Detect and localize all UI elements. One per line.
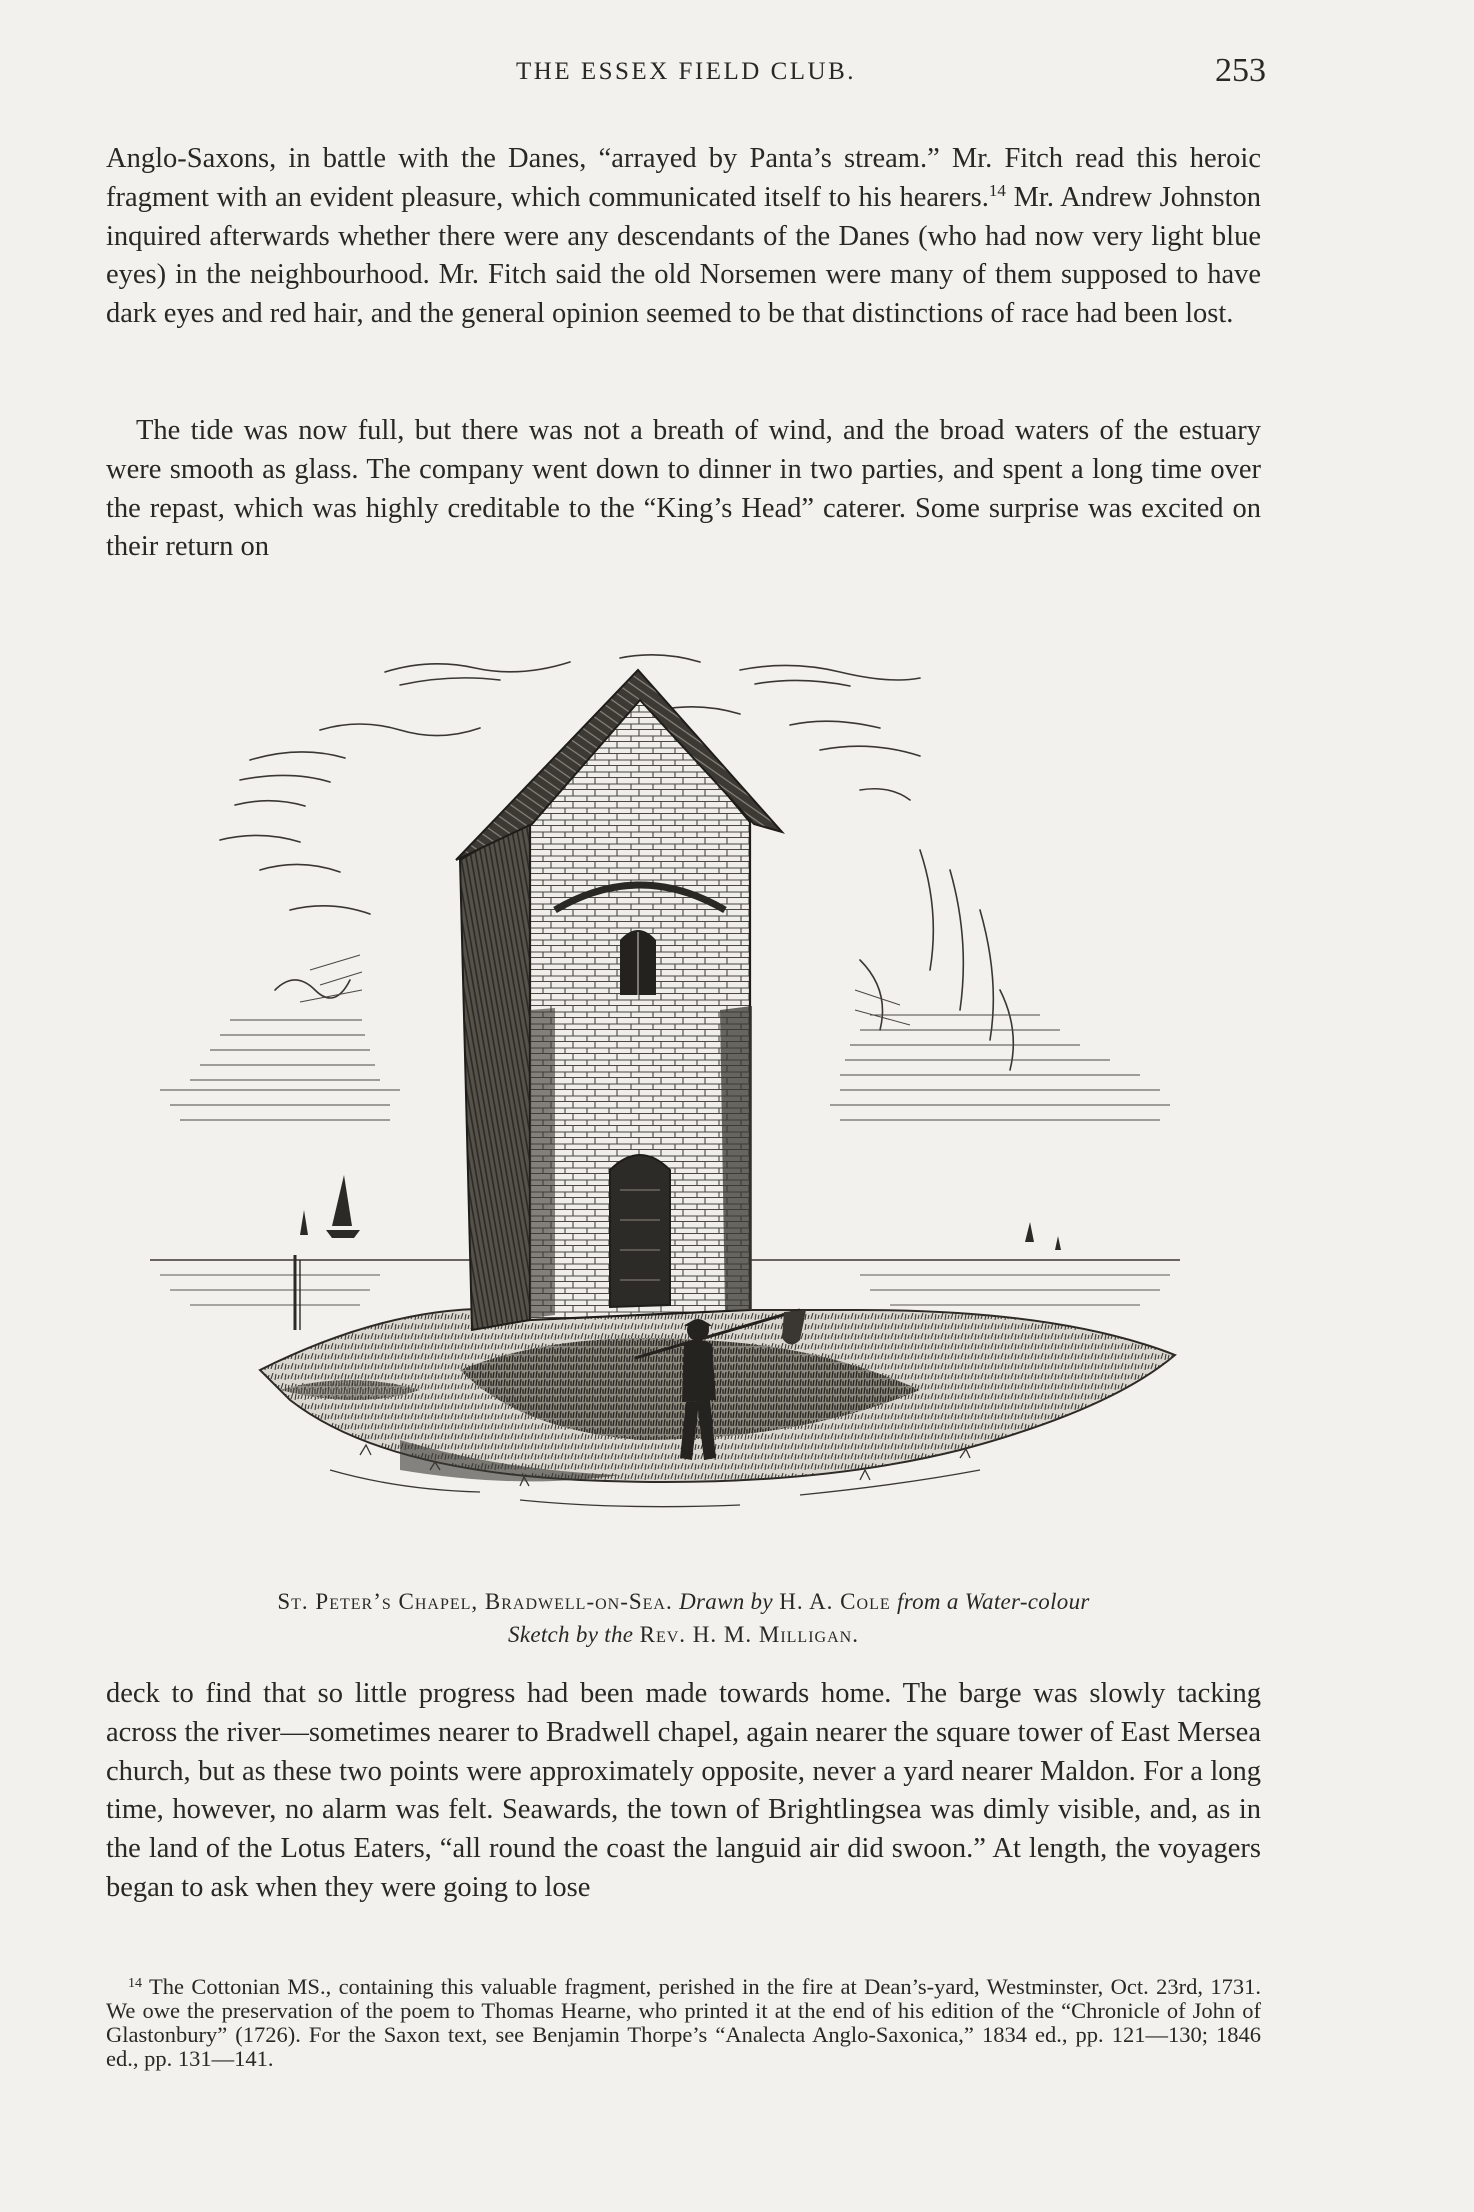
caption-title: St. Peter’s Chapel, Bradwell-on-Sea. [277, 1589, 673, 1614]
caption-drawn-by: Drawn by [679, 1589, 773, 1614]
paragraph-tide: The tide was now full, but there was not a breath of wind, and the broad waters of the estuary were smooth as glass. The company went down to dinner in two parties, and spent a long time over the repast, which was highly creditable to the “King’s Head” caterer. Some surprise was excited on their return on [106, 415, 1261, 563]
footnote-text: The Cottonian MS., containing this valuable fragment, perished in the fire at Dean’s-yard, Westminster, Oct. 23rd, 1731. We owe the preservation of the poem to Thomas Hearne, who printed it at the end of his edition of the “Chronicle of John of Glastonbury” (1726). For the Saxon text, see Benjamin Thorpe’s “Analecta Anglo-Saxonica,” 1834 ed., pp. 121—130; 1846 ed., pp. 131—141. [106, 1974, 1261, 2071]
caption-artist: H. A. Cole [779, 1589, 891, 1614]
caption-from-watercolour: from a Water-colour [897, 1589, 1090, 1614]
chapel-engraving-illustration [100, 610, 1220, 1540]
running-head-title: THE ESSEX FIELD CLUB. [516, 58, 856, 85]
paragraph-deck: deck to find that so little progress had been made towards home. The barge was slowly tacking across the river—sometimes nearer to Bradwell chapel, again nearer the square tower of East Mersea church, but as these two points were approximately opposite, never a yard nearer Maldon. For a long time, however, no alarm was felt. Seawards, the town of Brightlingsea was dimly visible, and, as in the land of the Lotus Eaters, “all round the coast the languid air did swoon.” At length, the voyagers began to ask when they were going to lose [106, 1678, 1261, 1903]
chapel-figure [100, 610, 1220, 1540]
running-header [106, 52, 1266, 100]
caption-reverend: Rev. H. M. Milligan. [639, 1622, 859, 1647]
footnote-marker: 14 [128, 1976, 142, 1991]
caption-line-1 [106, 1585, 1261, 1618]
page-number: 253 [1215, 52, 1266, 89]
paragraph-text: Mr. Andrew Johnston inquired afterwards whether there were any descendants of the Danes (who had now very light blue eyes) in the neighbourhood. Mr. Fitch said the old Norsemen were many of them supposed to have dark eyes and red hair, and the general opinion seemed to be that distinctions of race had been lost. [106, 181, 1261, 330]
footnote [106, 1975, 1261, 2071]
footnote-reference[interactable]: 14 [988, 180, 1006, 200]
paragraph-text: Anglo-Saxons, in battle with the Danes, “arrayed by Panta’s stream.” Mr. Fitch read this heroic fragment with an evident pleasure, which communicated itself to his hearers. [106, 143, 1261, 213]
paragraph-anglo-saxons [106, 140, 1261, 334]
caption-sketch-by: Sketch by the [508, 1622, 634, 1647]
figure-caption [106, 1585, 1261, 1651]
caption-line-2 [106, 1618, 1261, 1651]
